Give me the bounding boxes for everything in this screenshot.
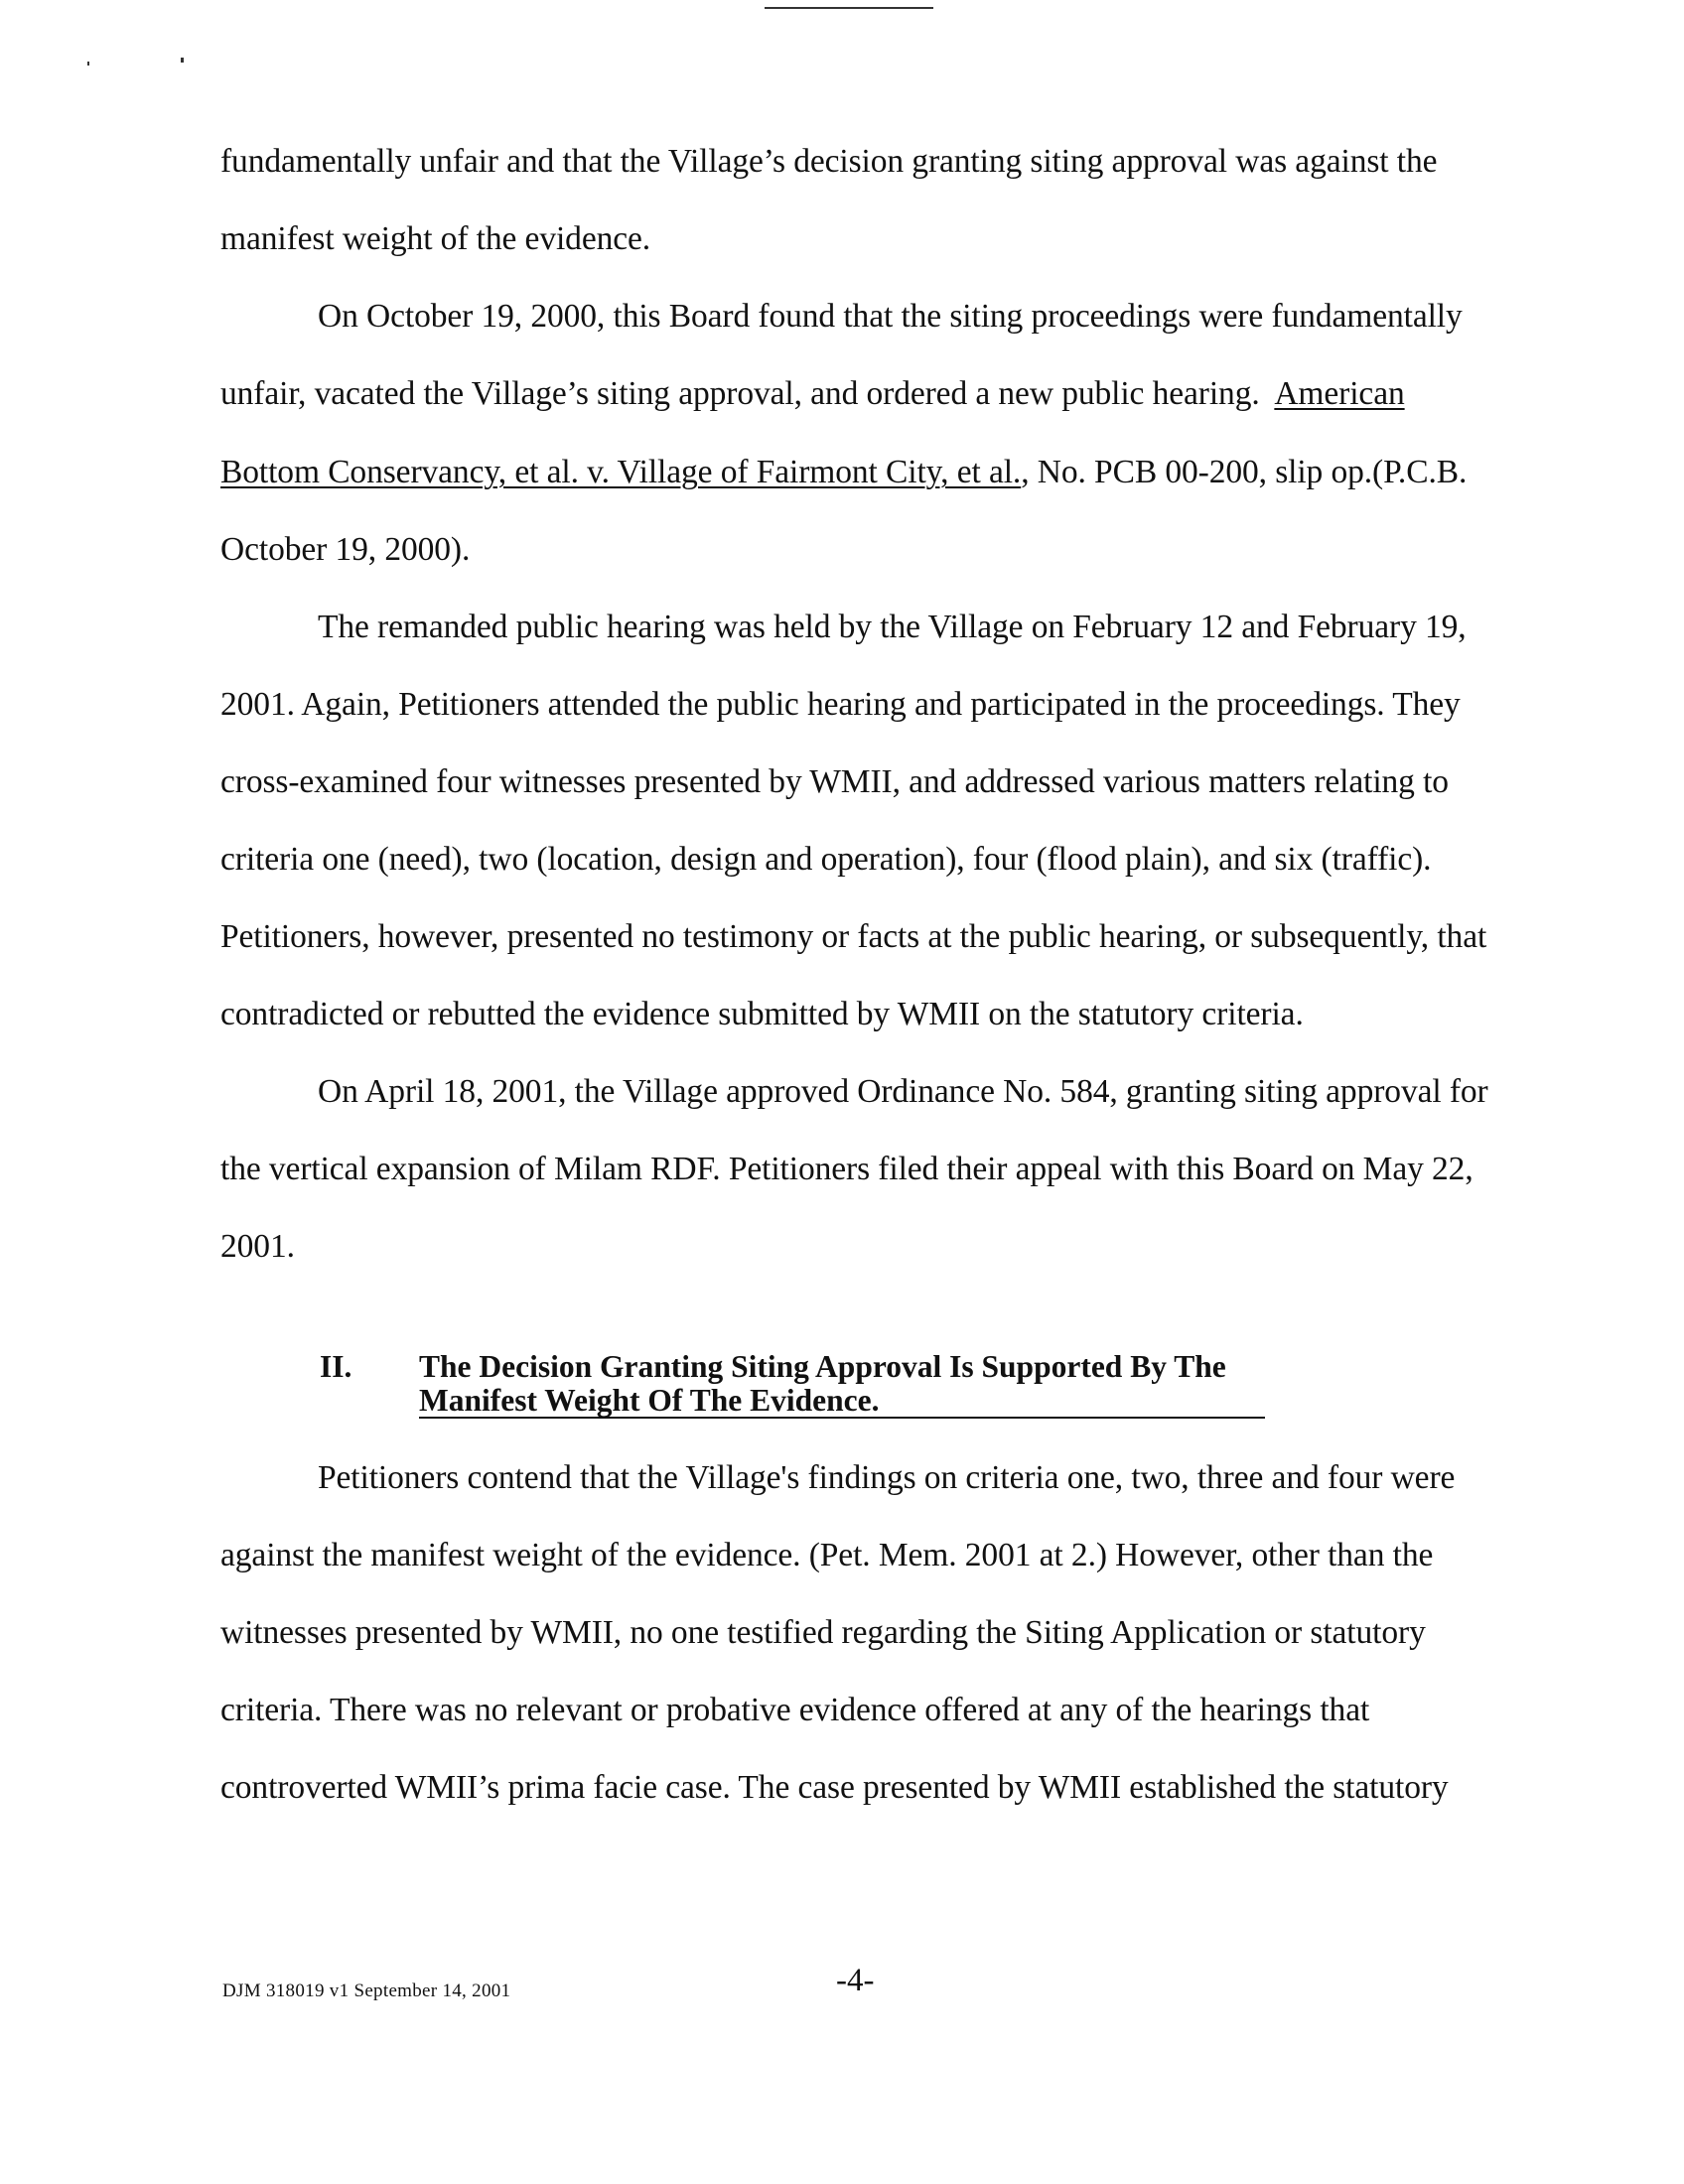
section-number: II.	[320, 1349, 352, 1384]
document-id-footer: DJM 318019 v1 September 14, 2001	[222, 1980, 511, 2001]
body-line: criteria one (need), two (location, design and operation), four (flood plain), and six (traffic).	[220, 841, 1432, 878]
body-line: On October 19, 2000, this Board found that the siting proceedings were fundamentally	[318, 298, 1463, 335]
body-text: unfair, vacated the Village’s siting approval, and ordered a new public hearing.	[220, 375, 1260, 412]
section-title-line-1: The Decision Granting Siting Approval Is Supported By The	[419, 1349, 1226, 1384]
body-line: cross-examined four witnesses presented by WMII, and addressed various matters relating to	[220, 763, 1449, 800]
body-line: manifest weight of the evidence.	[220, 220, 651, 257]
body-line: the vertical expansion of Milam RDF. Petitioners filed their appeal with this Board on May 22,	[220, 1151, 1474, 1187]
body-line: Petitioners, however, presented no testimony or facts at the public hearing, or subsequently, that	[220, 918, 1487, 955]
body-line	[220, 453, 1467, 492]
body-line: fundamentally unfair and that the Village’s decision granting siting approval was against the	[220, 143, 1438, 180]
body-line: 2001. Again, Petitioners attended the public hearing and participated in the proceedings. They	[220, 686, 1461, 723]
body-line: October 19, 2000).	[220, 531, 471, 568]
body-line: contradicted or rebutted the evidence submitted by WMII on the statutory criteria.	[220, 996, 1304, 1032]
body-line: The remanded public hearing was held by the Village on February 12 and February 19,	[318, 609, 1467, 645]
body-line	[220, 374, 1405, 414]
body-line: On April 18, 2001, the Village approved Ordinance No. 584, granting siting approval for	[318, 1073, 1488, 1110]
scan-speck	[181, 58, 184, 63]
body-line: against the manifest weight of the evidence. (Pet. Mem. 2001 at 2.) However, other than the	[220, 1537, 1434, 1573]
body-line: controverted WMII’s prima facie case. The case presented by WMII established the statutory	[220, 1769, 1449, 1806]
section-title-line-2: Manifest Weight Of The Evidence.	[419, 1385, 1265, 1419]
case-citation: American	[1274, 375, 1405, 412]
body-line: criteria. There was no relevant or probative evidence offered at any of the hearings that	[220, 1692, 1370, 1728]
body-line: Petitioners contend that the Village's findings on criteria one, two, three and four were	[318, 1459, 1456, 1496]
case-citation: Bottom Conservancy, et al. v. Village of Fairmont City, et al.	[220, 454, 1022, 490]
body-line: witnesses presented by WMII, no one testified regarding the Siting Application or statutory	[220, 1614, 1426, 1651]
body-line: 2001.	[220, 1228, 295, 1265]
scan-top-rule	[765, 7, 933, 9]
page-number: -4-	[836, 1963, 875, 1998]
scan-speck	[87, 62, 89, 66]
body-text: , No. PCB 00-200, slip op.(P.C.B.	[1021, 454, 1468, 490]
